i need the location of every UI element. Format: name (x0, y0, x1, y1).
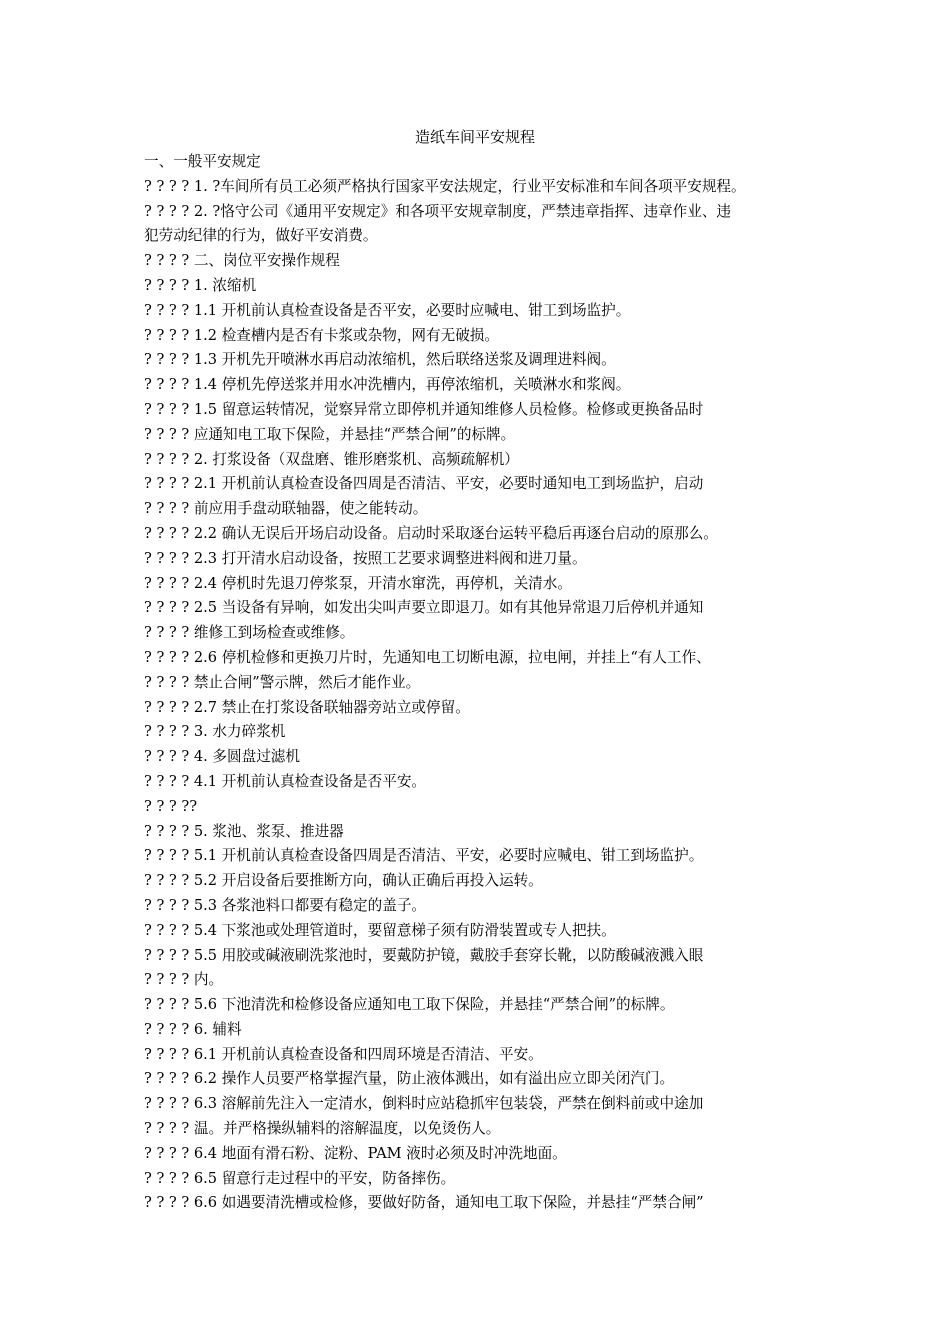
text-line: ? ? ? ? 5.1 开机前认真检查设备四周是否清洁、平安，必要时应喊电、钳工到场监护。 (144, 847, 704, 865)
text-line: ? ? ? ? 5.2 开启设备后要推断方向，确认正确后再投入运转。 (144, 872, 543, 890)
text-line: ? ? ? ? 1.4 停机先停送浆并用水冲洗槽内，再停浓缩机，关喷淋水和浆阀。 (144, 376, 631, 394)
text-line: ? ? ? ? 5.6 下池清洗和检修设备应通知电工取下保险，并悬挂“严禁合闸”的标牌。 (144, 996, 675, 1014)
text-line: ? ? ? ? 3. 水力碎浆机 (144, 723, 286, 741)
text-line: ? ? ? ? 前应用手盘动联轴器，使之能转动。 (144, 500, 428, 518)
text-line: ? ? ? ? 1.1 开机前认真检查设备是否平安，必要时应喊电、钳工到场监护。 (144, 301, 631, 319)
text-line: ? ? ? ? 4.1 开机前认真检查设备是否平安。 (144, 772, 427, 790)
text-line: ? ? ? ? 2.2 确认无误后开场启动设备。启动时采取逐台运转平稳后再逐台启动的原那么。 (144, 524, 718, 542)
text-line: ? ? ? ? 5. 浆池、浆泵、推进器 (144, 822, 344, 840)
text-line: 一、一般平安规定 (144, 153, 261, 170)
text-line: ? ? ? ? 应通知电工取下保险，并悬挂“严禁合闸”的标牌。 (144, 425, 516, 443)
text-line: ? ? ? ? 5.4 下浆池或处理管道时，要留意梯子须有防滑装置或专人把扶。 (144, 921, 616, 939)
text-line: ? ? ? ? 6.1 开机前认真检查设备和四周环境是否清洁、平安。 (144, 1045, 543, 1063)
text-line: ? ? ? ? 内。 (144, 971, 224, 989)
text-line: ? ? ? ? 2.4 停机时先退刀停浆泵，开清水窜洗，再停机，关清水。 (144, 574, 572, 592)
text-line: ? ? ? ? 6.4 地面有滑石粉、淀粉、PAM 液时必须及时冲洗地面。 (144, 1144, 567, 1162)
text-line: ? ? ? ? 5.5 用胶或碱液刷洗浆池时，要戴防护镜，戴胶手套穿长靴，以防酸碱液溅入眼 (144, 946, 704, 964)
text-line: ? ? ? ? 1. ?车间所有员工必须严格执行国家平安法规定，行业平安标准和车间各项平安规程。 (144, 177, 746, 195)
text-line: ? ? ? ?? (144, 797, 198, 815)
text-line: ? ? ? ? 4. 多圆盘过滤机 (144, 748, 300, 766)
text-line: ? ? ? ? 6. 辅料 (144, 1020, 242, 1038)
text-line: ? ? ? ? 5.3 各浆池料口都要有稳定的盖子。 (144, 896, 427, 914)
text-line: ? ? ? ? 二、岗位平安操作规程 (144, 252, 340, 270)
text-line: ? ? ? ? 1.3 开机先开喷淋水再启动浓缩机，然后联络送浆及调理进料阀。 (144, 351, 616, 369)
text-line: ? ? ? ? 维修工到场检查或维修。 (144, 624, 355, 642)
text-line: ? ? ? ? 2. 打浆设备（双盘磨、锥形磨浆机、高频疏解机） (144, 450, 519, 468)
text-line: ? ? ? ? 6.5 留意行走过程中的平安，防备摔伤。 (144, 1169, 456, 1187)
text-line: ? ? ? ? 2.3 打开清水启动设备，按照工艺要求调整进料阀和进刀量。 (144, 549, 587, 567)
text-line: ? ? ? ? 6.6 如遇要清洗槽或检修，要做好防备，通知电工取下保险，并悬挂“严禁合闸” (144, 1194, 704, 1212)
text-line: ? ? ? ? 2.7 禁止在打浆设备联轴器旁站立或停留。 (144, 698, 470, 716)
text-line: ? ? ? ? 1. 浓缩机 (144, 276, 257, 294)
text-line: ? ? ? ? 1.2 检查槽内是否有卡浆或杂物，网有无破损。 (144, 326, 499, 344)
text-line: ? ? ? ? 温。并严格操纵辅料的溶解温度，以免烫伤人。 (144, 1120, 501, 1138)
text-line: ? ? ? ? 2.6 停机检修和更换刀片时，先通知电工切断电源，拉电闸，并挂上“有人工作、 (144, 648, 711, 666)
text-line: ? ? ? ? 6.3 溶解前先注入一定清水，倒料时应站稳抓牢包装袋，严禁在倒料前或中途加 (144, 1095, 704, 1113)
text-line: ? ? ? ? 1.5 留意运转情况，觉察异常立即停机并通知维修人员检修。检修或更换备品时 (144, 400, 704, 418)
text-line: 犯劳动纪律的行为，做好平安消费。 (144, 227, 378, 245)
text-line: ? ? ? ? 2.1 开机前认真检查设备四周是否清洁、平安，必要时通知电工到场监护，启动 (144, 475, 704, 493)
document-body (144, 150, 824, 1216)
text-line: ? ? ? ? 2. ?恪守公司《通用平安规定》和各项平安规章制度，严禁违章指挥、违章作业、违 (144, 202, 732, 220)
text-line: ? ? ? ? 6.2 操作人员要严格掌握汽量，防止液体溅出，如有溢出应立即关闭汽门。 (144, 1070, 675, 1088)
text-line: ? ? ? ? 禁止合闸”警示牌，然后才能作业。 (144, 673, 421, 691)
document-title: 造纸车间平安规程 (414, 128, 535, 146)
text-line: ? ? ? ? 2.5 当设备有异响，如发出尖叫声要立即退刀。如有其他异常退刀后停机并通知 (144, 599, 704, 617)
